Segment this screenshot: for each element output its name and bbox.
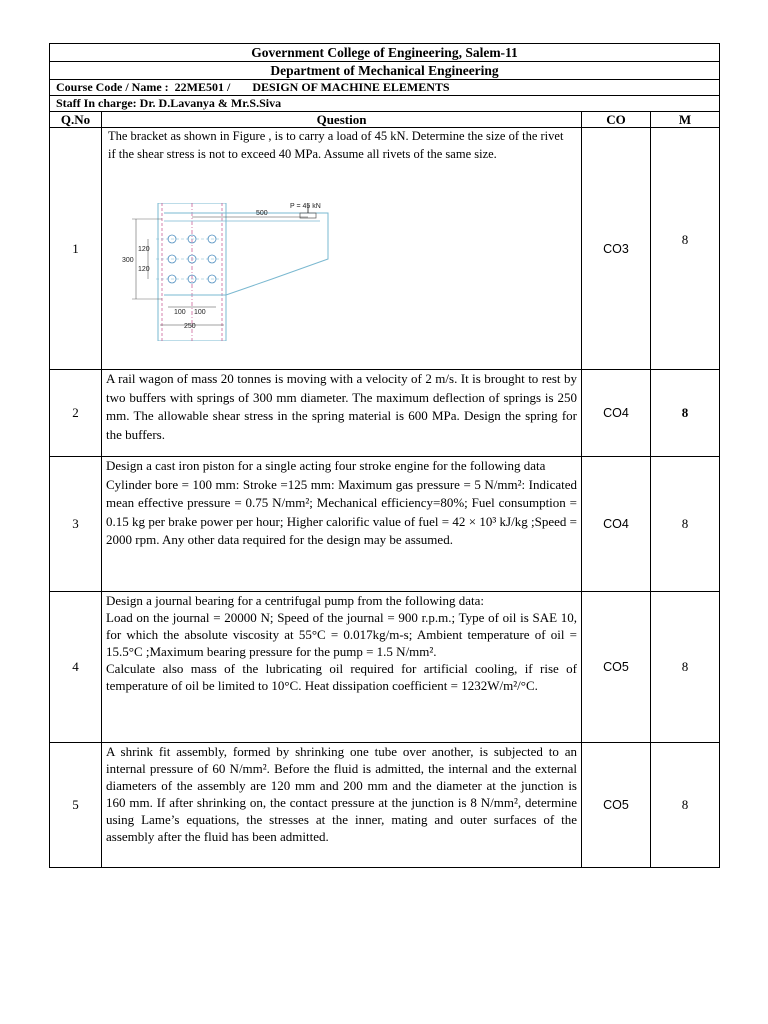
question-row-4 bbox=[50, 592, 720, 743]
question-text: A shrink fit assembly, formed by shrinking one tube over another, is subjected to an internal pressure of 60 N/mm². Before the fluid is admitted, the internal and the external diameters of the assembly are 120 mm and 200 mm and the diameter at the junction is 160 mm. If after shrinking on, the contact pressure at the junction is 8 N/mm², determine using Lame’s equations, the stresses at the inner, mating and outer surfaces of the assembly after the fluid has been admitted. bbox=[102, 743, 582, 868]
marks: 8 bbox=[651, 743, 720, 868]
bracket-figure bbox=[122, 203, 352, 341]
dim-250-label: 250 bbox=[184, 323, 196, 330]
course-row bbox=[50, 80, 720, 96]
question-text: The bracket as shown in Figure , is to carry a load of 45 kN. Determine the size of the rivet if the shear stress is not to exceed 40 MPa. Assume all rivets of the same size. bbox=[108, 129, 564, 161]
question-number: 2 bbox=[50, 370, 102, 457]
question-text-intro: Design a journal bearing for a centrifugal pump from the following data: bbox=[106, 593, 484, 608]
course-outcome: CO4 bbox=[582, 370, 651, 457]
question-cell bbox=[102, 128, 582, 370]
course-code: 22ME501 / bbox=[174, 80, 231, 94]
column-header-co: CO bbox=[582, 112, 651, 128]
question-number: 5 bbox=[50, 743, 102, 868]
question-number: 3 bbox=[50, 457, 102, 592]
question-cell bbox=[102, 457, 582, 592]
question-paper bbox=[49, 43, 719, 868]
question-number: 4 bbox=[50, 592, 102, 743]
load-label: P = 45 kN bbox=[290, 203, 321, 210]
dim-120-top-label: 120 bbox=[138, 246, 150, 253]
question-text-intro: Design a cast iron piston for a single acting four stroke engine for the following data bbox=[106, 458, 546, 473]
dim-100-left-label: 100 bbox=[174, 309, 186, 316]
course-outcome: CO4 bbox=[582, 457, 651, 592]
question-number: 1 bbox=[50, 128, 102, 370]
question-text-task: Calculate also mass of the lubricating oil required for artificial cooling, if rise of temperature of oil be limited to 10°C. Heat dissipation coefficient = 1232W/m²/°C. bbox=[106, 661, 577, 693]
course-outcome: CO5 bbox=[582, 592, 651, 743]
question-text-data: Cylinder bore = 100 mm: Stroke =125 mm: Maximum gas pressure = 5 N/mm²: Indicated mean effective pressure = 0.75 N/mm²; Mechanical efficiency=80%; Fuel consumption = 0.15 kg per brake power per hour; Higher calorific value of fuel = 42 × 10³ kJ/kg ;Speed = 2000 rpm. Any other data required for the design may be assumed. bbox=[106, 476, 577, 547]
college-row bbox=[50, 44, 720, 62]
course-outcome: CO3 bbox=[582, 128, 651, 370]
marks: 8 bbox=[651, 457, 720, 592]
course-label: Course Code / Name : bbox=[56, 80, 169, 94]
column-header-question: Question bbox=[102, 112, 582, 128]
dim-500-label: 500 bbox=[256, 210, 268, 217]
dim-300-label: 300 bbox=[122, 257, 134, 264]
course-info bbox=[50, 80, 720, 96]
marks: 8 bbox=[651, 370, 720, 457]
staff-in-charge: Staff In charge: Dr. D.Lavanya & Mr.S.Siva bbox=[50, 96, 720, 112]
dim-100-right-label: 100 bbox=[194, 309, 206, 316]
college-name: Government College of Engineering, Salem-11 bbox=[50, 44, 720, 62]
question-table bbox=[49, 43, 720, 868]
question-text: A rail wagon of mass 20 tonnes is moving with a velocity of 2 m/s. It is brought to rest by two buffers with springs of 300 mm diameter. The maximum deflection of springs is 250 mm. The allowable shear stress in the spring material is 600 MPa. Design the spring for the buffers. bbox=[102, 370, 582, 457]
department-name: Department of Mechanical Engineering bbox=[50, 62, 720, 80]
question-row-1 bbox=[50, 128, 720, 370]
column-header-row bbox=[50, 112, 720, 128]
question-row-2 bbox=[50, 370, 720, 457]
question-row-5 bbox=[50, 743, 720, 868]
question-text-data: Load on the journal = 20000 N; Speed of the journal = 900 r.p.m.; Type of oil is SAE 10, for which the absolute viscosity at 55°C = 0.017kg/m-s; Ambient temperature of oil = 15.5°C ;Maximum bearing pressure for the pump = 1.5 N/mm². bbox=[106, 610, 577, 659]
question-row-3 bbox=[50, 457, 720, 592]
question-cell bbox=[102, 592, 582, 743]
marks: 8 bbox=[651, 592, 720, 743]
column-header-marks: M bbox=[651, 112, 720, 128]
staff-row bbox=[50, 96, 720, 112]
course-name: DESIGN OF MACHINE ELEMENTS bbox=[252, 80, 450, 94]
course-outcome: CO5 bbox=[582, 743, 651, 868]
column-header-qno: Q.No bbox=[50, 112, 102, 128]
department-row bbox=[50, 62, 720, 80]
marks: 8 bbox=[651, 128, 720, 370]
dim-120-bottom-label: 120 bbox=[138, 266, 150, 273]
